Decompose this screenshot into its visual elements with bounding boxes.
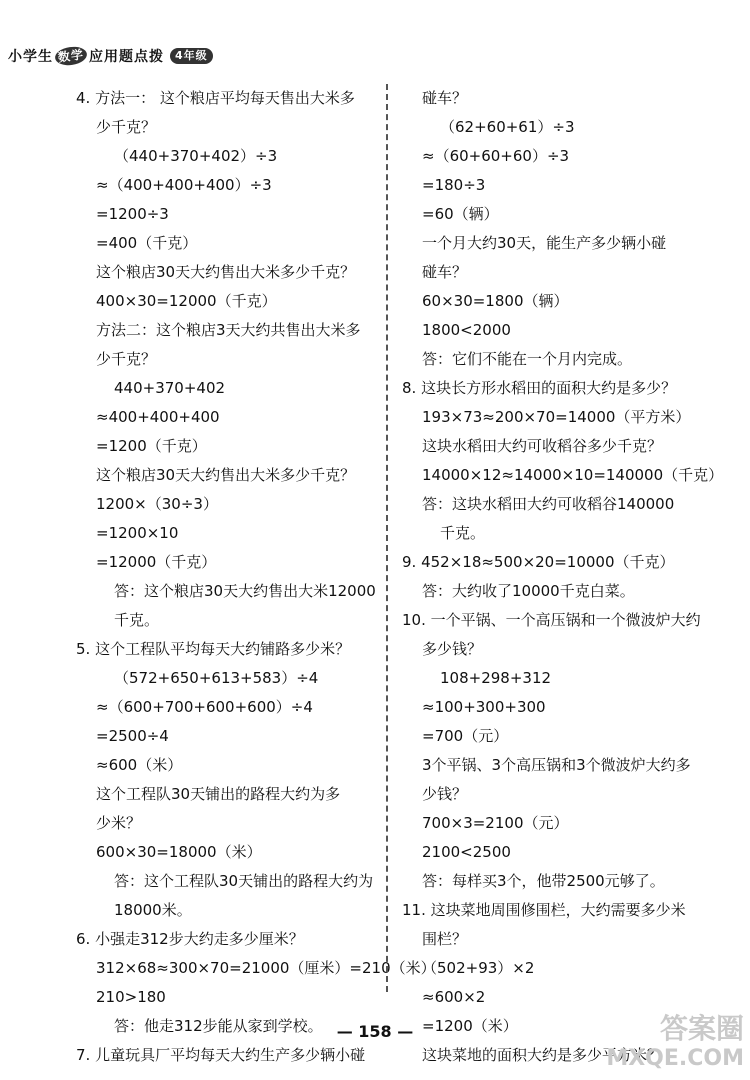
text-line: =1200（米）: [422, 1017, 518, 1035]
text-line: 700×3=2100（元）: [422, 814, 569, 832]
text-line: 答：每样买3个，他带2500元够了。: [422, 872, 665, 890]
watermark-logo-text: 答案圈: [659, 1012, 744, 1045]
text-line: 少千克？: [96, 350, 157, 368]
text-line: 围栏？: [422, 930, 468, 948]
text-line: 3个平锅、3个高压锅和3个微波炉大约多: [422, 756, 691, 774]
text-line: 1800<2000: [422, 321, 511, 339]
text-line: =1200×10: [96, 524, 179, 542]
text-line: =60（辆）: [422, 205, 499, 223]
left-column: [76, 84, 436, 1070]
text-line: 193×73≈200×70=14000（平方米）: [422, 408, 691, 426]
text-line: 答：这个工程队30天铺出的路程大约为: [114, 872, 374, 890]
text-line: 14000×12≈14000×10=140000（千克）: [422, 466, 724, 484]
watermark: [606, 1014, 744, 1074]
text-line: 4. 方法一： 这个粮店平均每天售出大米多: [76, 89, 355, 107]
right-column: [402, 84, 724, 1070]
text-line: 18000米。: [114, 901, 192, 919]
text-line: 400×30=12000（千克）: [96, 292, 277, 310]
text-line: 210>180: [96, 988, 166, 1006]
text-line: 2100<2500: [422, 843, 511, 861]
text-line: 60×30=1800（辆）: [422, 292, 569, 310]
text-line: （502+93）×2: [422, 959, 535, 977]
text-line: =2500÷4: [96, 727, 169, 745]
text-line: 9. 452×18≈500×20=10000（千克）: [402, 553, 675, 571]
text-line: 11. 这块菜地周围修围栏，大约需要多少米: [402, 901, 686, 919]
text-line: （62+60+61）÷3: [440, 118, 575, 136]
text-line: 答：这块水稻田大约可收稻谷140000: [422, 495, 675, 513]
text-line: ≈100+300+300: [422, 698, 546, 716]
text-line: 千克。: [114, 611, 160, 629]
text-line: 6. 小强走312步大约走多少厘米？: [76, 930, 304, 948]
text-line: =12000（千克）: [96, 553, 217, 571]
math-badge: 数学: [54, 45, 88, 67]
text-line: 312×68≈300×70=21000（厘米）=210（米）: [96, 959, 436, 977]
text-line: 440+370+402: [114, 379, 226, 397]
text-line: =1200÷3: [96, 205, 169, 223]
text-line: 这块水稻田大约可收稻谷多少千克？: [422, 437, 663, 455]
header-prefix: 小学生: [8, 49, 53, 65]
text-line: ≈（400+400+400）÷3: [96, 176, 272, 194]
text-line: 600×30=18000（米）: [96, 843, 262, 861]
text-line: ≈（60+60+60）÷3: [422, 147, 570, 165]
text-line: ≈（600+700+600+600）÷4: [96, 698, 313, 716]
grade-badge: 4年级: [170, 48, 213, 64]
text-line: =400（千克）: [96, 234, 198, 252]
text-line: 5. 这个工程队平均每天大约铺路多少米？: [76, 640, 351, 658]
text-line: 多少钱？: [422, 640, 483, 658]
text-line: 108+298+312: [440, 669, 552, 687]
text-line: 少米？: [96, 814, 142, 832]
text-line: =700（元）: [422, 727, 509, 745]
text-line: =180÷3: [422, 176, 486, 194]
page-header: [8, 44, 213, 68]
text-line: 千克。: [440, 524, 486, 542]
text-line: ≈600×2: [422, 988, 486, 1006]
text-line: （440+370+402）÷3: [114, 147, 278, 165]
text-line: 碰车？: [422, 89, 468, 107]
watermark-url: MXQE.COM: [606, 1046, 744, 1071]
text-line: 答：这个粮店30天大约售出大米12000: [114, 582, 376, 600]
text-line: 这个工程队30天铺出的路程大约为多: [96, 785, 341, 803]
text-line: 一个月大约30天，能生产多少辆小碰: [422, 234, 667, 252]
text-line: =1200（千克）: [96, 437, 207, 455]
text-line: 7. 儿童玩具厂平均每天大约生产多少辆小碰: [76, 1046, 366, 1064]
text-line: 少钱？: [422, 785, 468, 803]
text-line: 碰车？: [422, 263, 468, 281]
text-line: 1200×（30÷3）: [96, 495, 218, 513]
page-number: — 158 —: [336, 1022, 414, 1041]
text-line: 这块菜地的面积大约是多少平方米？: [422, 1046, 663, 1064]
column-divider: [386, 84, 388, 992]
header-title: 应用题点拨: [89, 49, 165, 65]
text-line: ≈600（米）: [96, 756, 183, 774]
text-line: 10. 一个平锅、一个高压锅和一个微波炉大约: [402, 611, 701, 629]
text-line: 这个粮店30天大约售出大米多少千克？: [96, 263, 356, 281]
text-line: 8. 这块长方形水稻田的面积大约是多少？: [402, 379, 677, 397]
text-line: 方法二：这个粮店3天大约共售出大米多: [96, 321, 361, 339]
text-line: 答：他走312步能从家到学校。: [114, 1017, 323, 1035]
text-line: ≈400+400+400: [96, 408, 220, 426]
text-line: 答：大约收了10000千克白菜。: [422, 582, 635, 600]
text-line: 少千克？: [96, 118, 157, 136]
text-line: （572+650+613+583）÷4: [114, 669, 319, 687]
text-line: 这个粮店30天大约售出大米多少千克？: [96, 466, 356, 484]
text-line: 答：它们不能在一个月内完成。: [422, 350, 633, 368]
